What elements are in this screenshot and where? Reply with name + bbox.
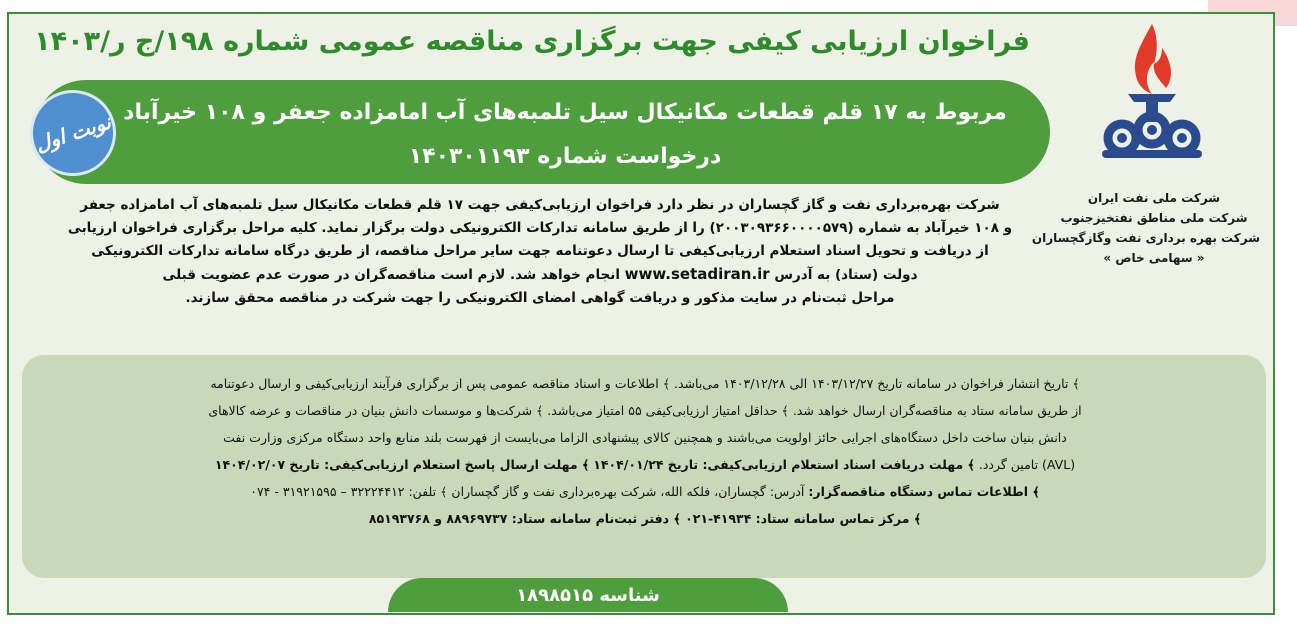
response-deadline: ﴾ مهلت ارسال پاسخ استعلام ارزیابی‌کیفی: تاریخ ۱۴۰۴/۰۲/۰۷ [214, 457, 590, 472]
company-names [1031, 188, 1260, 268]
details-line [40, 478, 1250, 505]
details-line: دانش بنیان ساخت داخل دستگاه‌های اجرایی حائز اولویت می‌باشند و همچنین کالای پیشنهادی الزاما می‌بایست از فهرست بلند منابع واحد دستگاه مرکزی وزارت نفت [223, 430, 1067, 445]
intro-line [40, 263, 1040, 287]
details-text [40, 370, 1250, 532]
notice-title: فراخوان ارزیابی کیفی جهت برگزاری مناقصه عمومی شماره ۱۹۸/ج ر/۱۴۰۳ [34, 26, 1030, 57]
setadiran-link[interactable]: www.setadiran.ir [624, 265, 770, 283]
intro-line: از دریافت و تحویل اسناد استعلام ارزیابی‌کیفی تا ارسال دعوتنامه جهت سایر مراحل مناقصه، از طریق درگاه سامانه تدارکات الکترونیکی [91, 243, 989, 259]
details-line: ﴾ تاریخ انتشار فراخوان در سامانه تاریخ ۱۴۰۳/۱۲/۲۷ الی ۱۴۰۳/۱۲/۲۸ می‌باشد. ﴾ اطلاعات و اسناد مناقصه عمومی پس از برگزاری فرآیند ارزیابی‌کیفی و ارسال دعوتنامه [210, 376, 1080, 391]
doc-deadline: ﴾ مهلت دریافت اسناد استعلام ارزیابی‌کیفی: تاریخ ۱۴۰۴/۰۱/۲۴ [593, 457, 975, 472]
badge-label: نوبت اول [32, 109, 114, 157]
nioc-flame-logo-icon [1082, 18, 1217, 168]
company-line-4: « سهامی خاص » [1103, 251, 1205, 265]
banner-line-1: مربوط به ۱۷ قلم قطعات مکانیکال سیل تلمبه‌های آب امامزاده جعفر و ۱۰۸ خیرآباد [123, 100, 1007, 125]
contact-heading: ﴾ اطلاعات تماس دستگاه مناقصه‌گزار: [808, 484, 1040, 499]
company-line-2: شرکت ملی مناطق نفتخیزجنوب [1060, 211, 1248, 225]
notice-id-tab: شناسه ۱۸۹۸۵۱۵ [388, 578, 788, 612]
details-line: از طریق سامانه ستاد به مناقصه‌گران ارسال خواهد شد. ﴾ حداقل امتیاز ارزیابی‌کیفی ۵۵ امتیاز می‌باشد. ﴾ شرکت‌ها و موسسات دانش بنیان در مناقصات و عرضه کالاهای [208, 403, 1082, 418]
details-line [40, 505, 1250, 532]
company-line-1: شرکت ملی نفت ایران [1087, 191, 1221, 205]
intro-paragraph [40, 194, 1040, 310]
intro-line: شرکت بهره‌برداری نفت و گاز گچساران در نظر دارد فراخوان ارزیابی‌کیفی جهت ۱۷ قلم قطعات مکانیکال سیل تلمبه‌های آب امامزاده جعفر [80, 197, 1000, 213]
intro-line-4-start: دولت (ستاد) به آدرس [774, 267, 918, 283]
intro-line: و ۱۰۸ خیرآباد به شماره (۲۰۰۳۰۹۳۶۶۰۰۰۰۵۷۹) را از طریق سامانه تدارکات الکترونیکی دولت برگزار نماید. کلیه مراحل برگزاری فراخوان ارزیابی [67, 220, 1013, 236]
banner-line-2: درخواست شماره ۱۴۰۳۰۱۱۹۳ [408, 144, 722, 169]
intro-line: مراحل ثبت‌نام در سایت مذکور و دریافت گواهی امضای الکترونیکی را جهت شرکت در مناقصه محقق سازند. [185, 290, 895, 306]
intro-line-4-end: انجام خواهد شد. لازم است مناقصه‌گران در صورت عدم عضویت قبلی [162, 267, 620, 283]
avl-note: (AVL) تامین گردد. [978, 457, 1076, 472]
contact-info: آدرس: گچساران، فلکه الله، شرکت بهره‌برداری نفت و گاز گچساران ﴾ تلفن: ۳۲۲۲۴۴۱۲ – ۳۱۹۲۱۵۹۵ - ۰۷۴ [250, 484, 805, 499]
setad-contact: ﴾ مرکز تماس سامانه ستاد: ۴۱۹۳۴-۰۲۱ ﴾ دفتر ثبت‌نام سامانه ستاد: ۸۸۹۶۹۷۳۷ و ۸۵۱۹۳۷۶۸ [368, 511, 922, 526]
company-line-3: شرکت بهره برداری نفت وگازگچساران [1031, 231, 1260, 245]
details-line [40, 451, 1250, 478]
